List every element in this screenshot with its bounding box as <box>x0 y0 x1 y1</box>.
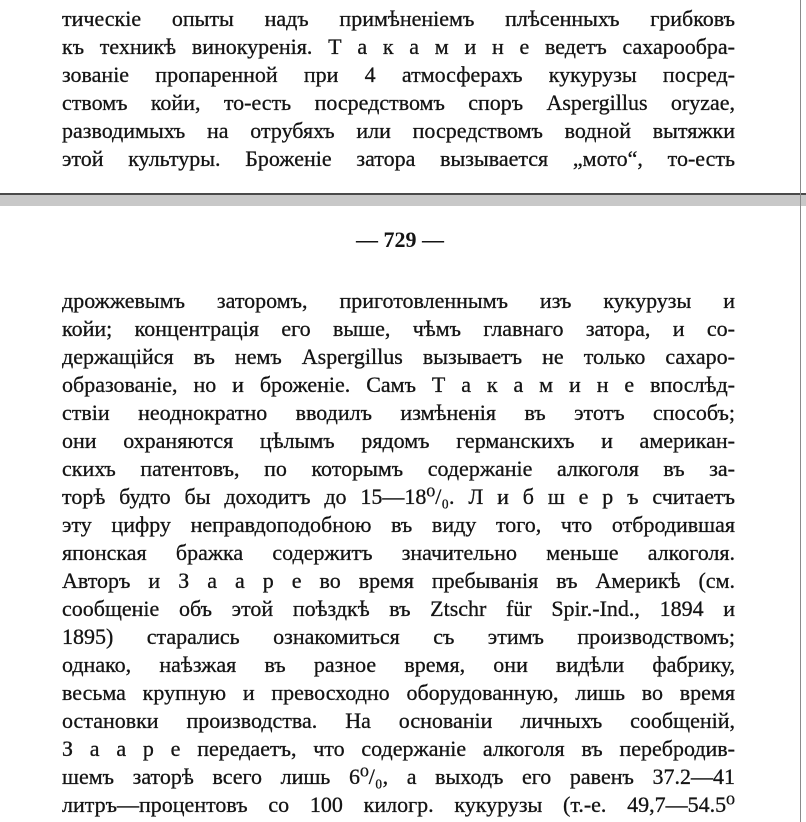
text-line: этой культуры. Броженіе затора вызывается „мото“, то-есть <box>62 146 735 171</box>
text-line: весьма крупную и превосходно оборудованную, лишь во время <box>62 680 735 705</box>
text-line: сообщеніе объ этой поѣздкѣ въ Ztschr für Spir.-Ind., 1894 и <box>62 596 735 621</box>
text-line: скихъ патентовъ, по которымъ содержаніе алкоголя въ за- <box>62 456 735 481</box>
text-line: литръ—процентовъ со 100 килогр. кукурузы (т.-е. 49,7—54.5⁰ <box>62 792 735 817</box>
text-line: тическіе опыты надъ примѣненіемъ плѣсенныхъ грибковъ <box>62 6 735 31</box>
viewer-right-border <box>800 0 801 822</box>
text-line: койи; концентрація его выше, чѣмъ главнаго затора, и со- <box>62 316 735 341</box>
text-line: торѣ будто бы доходитъ до 15—18⁰/₀. Л и б ш е р ъ считаетъ <box>62 484 735 509</box>
text-line: японская бражка содержитъ значительно меньше алкоголя. <box>62 540 735 565</box>
text-line: однако, наѣзжая въ разное время, они видѣли фабрику, <box>62 652 735 677</box>
text-line: къ техникѣ винокуренія. Т а к а м и н е ведетъ сахарообра- <box>62 34 735 59</box>
text-line: зованіе пропаренной при 4 атмосферахъ кукурузы посред- <box>62 62 735 87</box>
text-line: дрожжевымъ заторомъ, приготовленнымъ изъ кукурузы и <box>62 288 735 313</box>
previous-page-text <box>62 5 735 173</box>
page-text <box>62 287 735 819</box>
text-line: остановки производства. На основаніи личныхъ сообщеній, <box>62 708 735 733</box>
text-line: З а а р е передаетъ, что содержаніе алкоголя въ перебродив- <box>62 736 735 761</box>
text-line: разводимыхъ на отрубяхъ или посредствомъ водной вытяжки <box>62 118 735 143</box>
page-separator <box>0 193 806 206</box>
text-line: шемъ заторѣ всего лишь 6⁰/₀, а выходъ его равенъ 37.2—41 <box>62 764 735 789</box>
text-line: Авторъ и З а а р е во время пребыванія въ Америкѣ (см. <box>62 568 735 593</box>
text-line: ствомъ койи, то-есть посредствомъ споръ Aspergillus oryzae, <box>62 90 735 115</box>
page-number: — 729 — <box>356 227 444 252</box>
text-line: держащійся въ немъ Aspergillus вызываетъ не только сахаро- <box>62 344 735 369</box>
text-line: эту цифру неправдоподобною въ виду того, что отбродившая <box>62 512 735 537</box>
text-line: ствіи неоднократно вводилъ измѣненія въ этотъ способъ; <box>62 400 735 425</box>
text-line: они охраняются цѣлымъ рядомъ германскихъ и американ- <box>62 428 735 453</box>
text-line: образованіе, но и броженіе. Самъ Т а к а м и н е впослѣд- <box>62 372 735 397</box>
text-line: 1895) старались ознакомиться съ этимъ производствомъ; <box>62 624 735 649</box>
